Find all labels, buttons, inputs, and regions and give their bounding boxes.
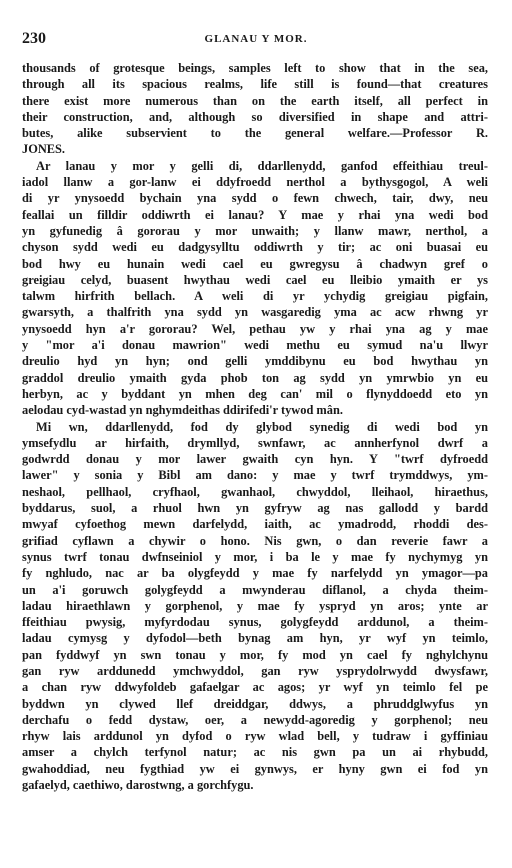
text-line: mwyaf cyfoethog mewn darfelydd, iaith, ac ymadrodd, rhoddi des- xyxy=(22,517,488,532)
text-line: lawer" y sonia y Bibl am dano: y mae y twrf trymddwys, ym- xyxy=(22,468,488,483)
paragraph xyxy=(22,419,488,794)
text-line: bod hwy eu hunain wedi cael eu gwregysu â chadwyn gref o xyxy=(22,256,488,271)
paragraph xyxy=(22,158,488,419)
text-line: through all its spacious realms, life still is found—that creatures xyxy=(22,77,488,92)
paragraph xyxy=(22,60,488,158)
text-line: gan ryw arddunedd ymchwyddol, gan ryw ysprydolrwydd dwysfawr, xyxy=(22,663,488,678)
text-line: di yr ynysoedd bychain yna sydd o fewn chwech, tair, dwy, neu xyxy=(22,191,488,206)
body-text xyxy=(22,60,488,793)
text-line: graddol dreulio ymaith gyda phob ton ag sydd yn ymrwbio yn eu xyxy=(22,370,488,385)
text-line: feallai un filldir oddiwrth ei lanau? Y mae y rhai yna wedi bod xyxy=(22,207,488,222)
page-header xyxy=(22,30,490,50)
text-line: dreulio hyd yn hyn; ond gelli ymddibynu eu bod hwythau yn xyxy=(22,354,488,369)
text-line: Ar lanau y mor y gelli di, ddarllenydd, ganfod effeithiau treul- xyxy=(36,158,488,173)
text-line: neshaol, pellhaol, cryfhaol, gwanhaol, chwyddol, lleihaol, hiraethus, xyxy=(22,484,488,499)
text-line: pan fyddwyf yn swn tonau y mor, fy mod yn cael fy nghylchynu xyxy=(22,647,488,662)
text-line: a chan ryw ddwyfoldeb gafaelgar ac agos; yr wyf yn teimlo fel pe xyxy=(22,680,488,695)
text-line: byddwn yn clywed llef dreiddgar, ddwys, a phruddglwyfus yn xyxy=(22,696,488,711)
text-line: amser a chylch terfynol natur; ac nis gwn pa un ai rhybudd, xyxy=(22,745,488,760)
text-line: fy nghludo, nac ar ba olygfeydd y mae fy narfelydd yn ymagor—pa xyxy=(22,566,488,581)
text-line: gwahoddiad, neu fygthiad yw ei gynwys, er hyny gwn ei fod yn xyxy=(22,761,488,776)
text-line: aelodau cyd-wastad yn nghymdeithas ddirifedi'r tywod mân. xyxy=(22,403,343,418)
text-line: ynysoedd hyn a'r gororau? Wel, pethau yw y rhai yna ag y mae xyxy=(22,321,488,336)
text-line: ladau hiraethlawn y gorphenol, y mae fy yspryd yn aros; ynte ar xyxy=(22,598,488,613)
page-number: 230 xyxy=(22,30,46,47)
text-line: ladau cymysg y dyfodol—beth bynag am hyn, yr wyf yn teimlo, xyxy=(22,631,488,646)
text-line: grifiad cyflawn a chywir o hono. Nis gwn, o dan reverie fawr a xyxy=(22,533,488,548)
text-line: gafaelyd, caethiwo, darostwng, a gorchfygu. xyxy=(22,778,254,793)
text-line: there exist more numerous than on the earth itself, all perfect in xyxy=(22,93,488,108)
text-line: synus twrf tonau dwfnseiniol y mor, i ba le y mae fy nychymyg yn xyxy=(22,549,488,564)
text-line: un a'i goruwch golygfeydd a mwynderau diflanol, a chyda theim- xyxy=(22,582,488,597)
text-line: godwrdd donau y mor lawer gwaith cyn hyn. Y "twrf dyfroedd xyxy=(22,452,488,467)
text-line: greigiau celyd, buasent hwythau wedi cael eu lleibio ymaith er ys xyxy=(22,272,488,287)
text-line: derchafu o fedd dystaw, oer, a newydd-agoredig y gorphenol; neu xyxy=(22,712,488,727)
text-line: chyson sydd wedi eu dadgysylltu oddiwrth y tir; ac oni buasai eu xyxy=(22,240,488,255)
text-line: byddarus, suol, a rhuol hwn yn gyfryw ag nas gallodd y bardd xyxy=(22,501,488,516)
text-line: rhyw lais arddunol yn dyfod o ryw wlad bell, y tudraw i gyffiniau xyxy=(22,729,488,744)
text-line: herbyn, ac y byddant yn mhen deg can' mil o flynyddoedd eto yn xyxy=(22,386,488,401)
text-line: ymsefydlu ar hirfaith, drymllyd, swnfawr, ac annherfynol dwrf a xyxy=(22,435,488,450)
text-line: Mi wn, ddarllenydd, fod dy glybod synedig di wedi bod yn xyxy=(36,419,488,434)
text-line: thousands of grotesque beings, samples left to show that in the sea, xyxy=(22,61,488,75)
text-line: ffeithiau pwysig, myfyrdodau synus, golygfeydd arddunol, a theim- xyxy=(22,615,488,630)
text-line: their construction, and, although so diversified in shape and attri- xyxy=(22,109,488,124)
text-line: iadol llanw a gor-lanw ei ddyfroedd nerthol a bythysgogol, A weli xyxy=(22,175,488,190)
text-line: talwm hirfrith bellach. A weli di yr ychydig greigiau pigfain, xyxy=(22,289,488,304)
text-line: yn gyfunedig â gororau y mor unwaith; y llanw mawr, nerthol, a xyxy=(22,223,488,238)
text-line: JONES. xyxy=(22,142,66,157)
text-line: gwarsyth, a thalfrith yna sydd yn wasgaredig yma ac acw rhwng yr xyxy=(22,305,488,320)
running-title: GLANAU Y MOR. xyxy=(204,33,308,45)
text-line: y "mor a'i donau mawrion" wedi methu eu symud na'u llwyr xyxy=(22,338,488,353)
text-line: butes, alike subservient to the general welfare.—Professor R. xyxy=(22,126,488,141)
